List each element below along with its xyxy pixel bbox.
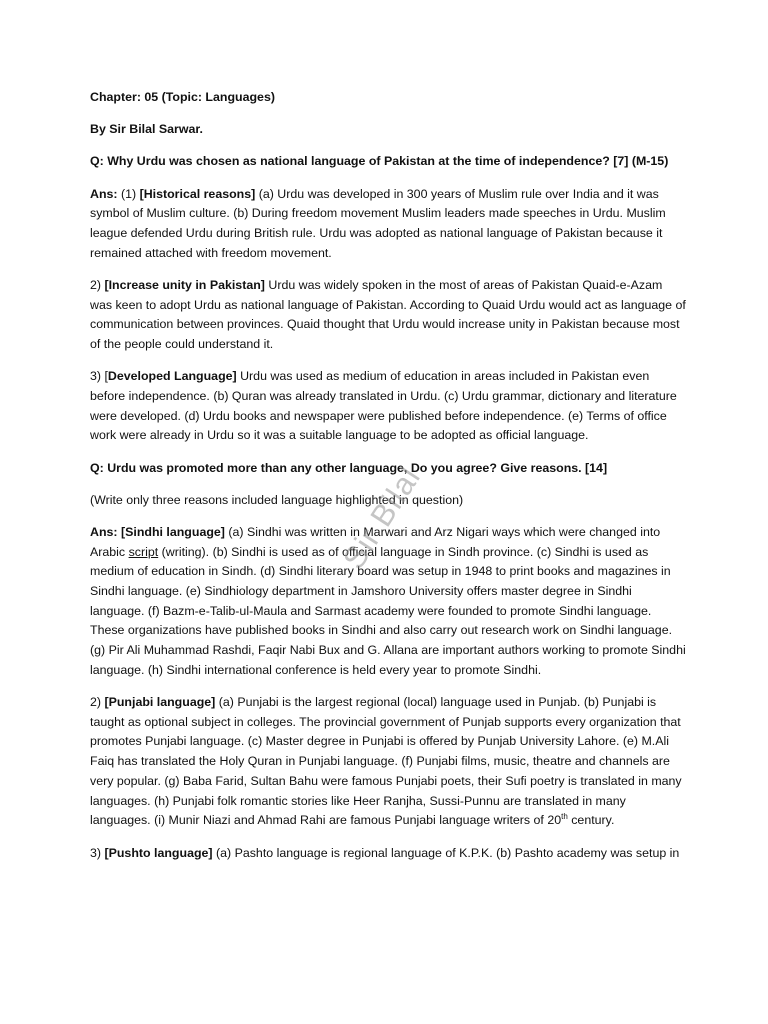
answer-number: 3) [ <box>90 369 108 384</box>
question-1 <box>90 152 686 172</box>
answer-text: Urdu was widely spoken in the most of areas of Pakistan Quaid-e-Azam was keen to adopt Urdu as national language of Pakistan. According to Quaid Urdu would act as language of communication between provinces. Quaid thought that Urdu would increase unity in Pakistan because most of the people could understand it. <box>90 277 686 352</box>
q1-answer-1 <box>90 185 686 264</box>
century-superscript: th <box>561 812 568 822</box>
answer-heading: Developed Language] <box>107 369 237 384</box>
answer-prefix: Ans: <box>90 524 121 539</box>
answer-number: (1) <box>117 186 140 201</box>
watermark: Sir Bilal <box>335 460 428 576</box>
instruction-text: (Write only three reasons included language highlighted in question) <box>90 492 464 507</box>
author-line <box>90 120 686 140</box>
author-text: By Sir Bilal Sarwar. <box>90 122 203 137</box>
answer-text: (a) Punjabi is the largest regional (local) language used in Punjab. (b) Punjabi is taught as optional subject in colleges. The provincial government of Punjab supports every organization that promotes Punjabi language. (c) Master degree in Punjabi is offered by Punjab University Lahore. (e) M.Ali Faiq has translated the Holy Quran in Punjabi language. (f) Punjabi films, music, theatre and channels are very popular. (g) Baba Farid, Sultan Bahu were famous Punjabi poets, their Sufi poetry is translated in many languages. (h) Punjabi folk romantic stories like Heer Ranjha, Sussi-Punnu are translated in many languages. (i) Munir Niazi and Ahmad Rahi are famous Punjabi language writers of <box>90 695 682 828</box>
question-2 <box>90 459 686 479</box>
answer-text: (writing). (b) Sindhi is used as of official language in Sindh province. (c) Sindhi is used as medium of education in Sindh. (d) Sindhi literary board was setup in 1948 to print books and magazines in Sindhi language. (e) Sindhiology department in Jamshoro University offers master degree in Sindhi language. (f) Bazm-e-Talib-ul-Maula and Sarmast academy were founded to promote Sindhi language. These organizations have published books in Sindhi and also carry out research work on Sindhi language. (g) Pir Ali Muhammad Rashdi, Faqir Nabi Bux and G. Allana are important authors working to promote Sindhi language. (h) Sindhi international conference is held every year to promote Sindhi. <box>90 544 686 677</box>
chapter-title-text: Chapter: 05 (Topic: Languages) <box>90 90 275 104</box>
document-body <box>90 88 686 876</box>
underlined-word: script <box>128 544 159 559</box>
answer-text: (a) Pashto language is regional language of K.P.K. (b) Pashto academy was setup in <box>212 845 680 860</box>
question-2-text: Q: Urdu was promoted more than any other language, Do you agree? Give reasons. [14] <box>90 460 608 475</box>
q2-answer-1 <box>90 523 686 681</box>
q1-answer-2 <box>90 276 686 355</box>
answer-text: (a) Sindhi was written in Marwari and Arz Nigari ways which were changed into Arabic <box>90 524 661 559</box>
q2-answer-2 <box>90 693 686 831</box>
q2-answer-3 <box>90 844 686 864</box>
answer-heading: [Punjabi language] <box>104 695 216 710</box>
century-number: 20 <box>547 813 562 828</box>
answer-prefix: Ans: <box>90 186 118 201</box>
question-2-instruction <box>90 491 686 511</box>
answer-heading: [Increase unity in Pakistan] <box>104 277 265 292</box>
answer-heading: [Pushto language] <box>104 845 213 860</box>
q1-answer-3 <box>90 367 686 446</box>
answer-text: (a) Urdu was developed in 300 years of Muslim rule over India and it was symbol of Muslim culture. (b) During freedom movement Muslim leaders made speeches in Urdu. Muslim league defended Urdu during British rule. Urdu was adopted as national language of Pakistan because it remained attached with freedom movement. <box>90 186 666 260</box>
answer-number: 3) <box>90 845 105 860</box>
answer-heading: [Sindhi language] <box>120 524 225 539</box>
chapter-title <box>90 88 686 108</box>
answer-number: 2) <box>90 277 105 292</box>
century-end: century. <box>567 813 615 828</box>
answer-heading: [Historical reasons] <box>139 186 256 201</box>
answer-text: Urdu was used as medium of education in areas included in Pakistan even before independence. (b) Quran was already translated in Urdu. (c) Urdu grammar, dictionary and literature were developed. (d) Urdu books and newspaper were published before independence. (e) Terms of office work were already in Urdu so it was a suitable language to be adopted as official language. <box>90 369 677 443</box>
question-1-text: Q: Why Urdu was chosen as national language of Pakistan at the time of independence? [7] (M-15) <box>90 154 669 169</box>
answer-number: 2) <box>90 695 105 710</box>
